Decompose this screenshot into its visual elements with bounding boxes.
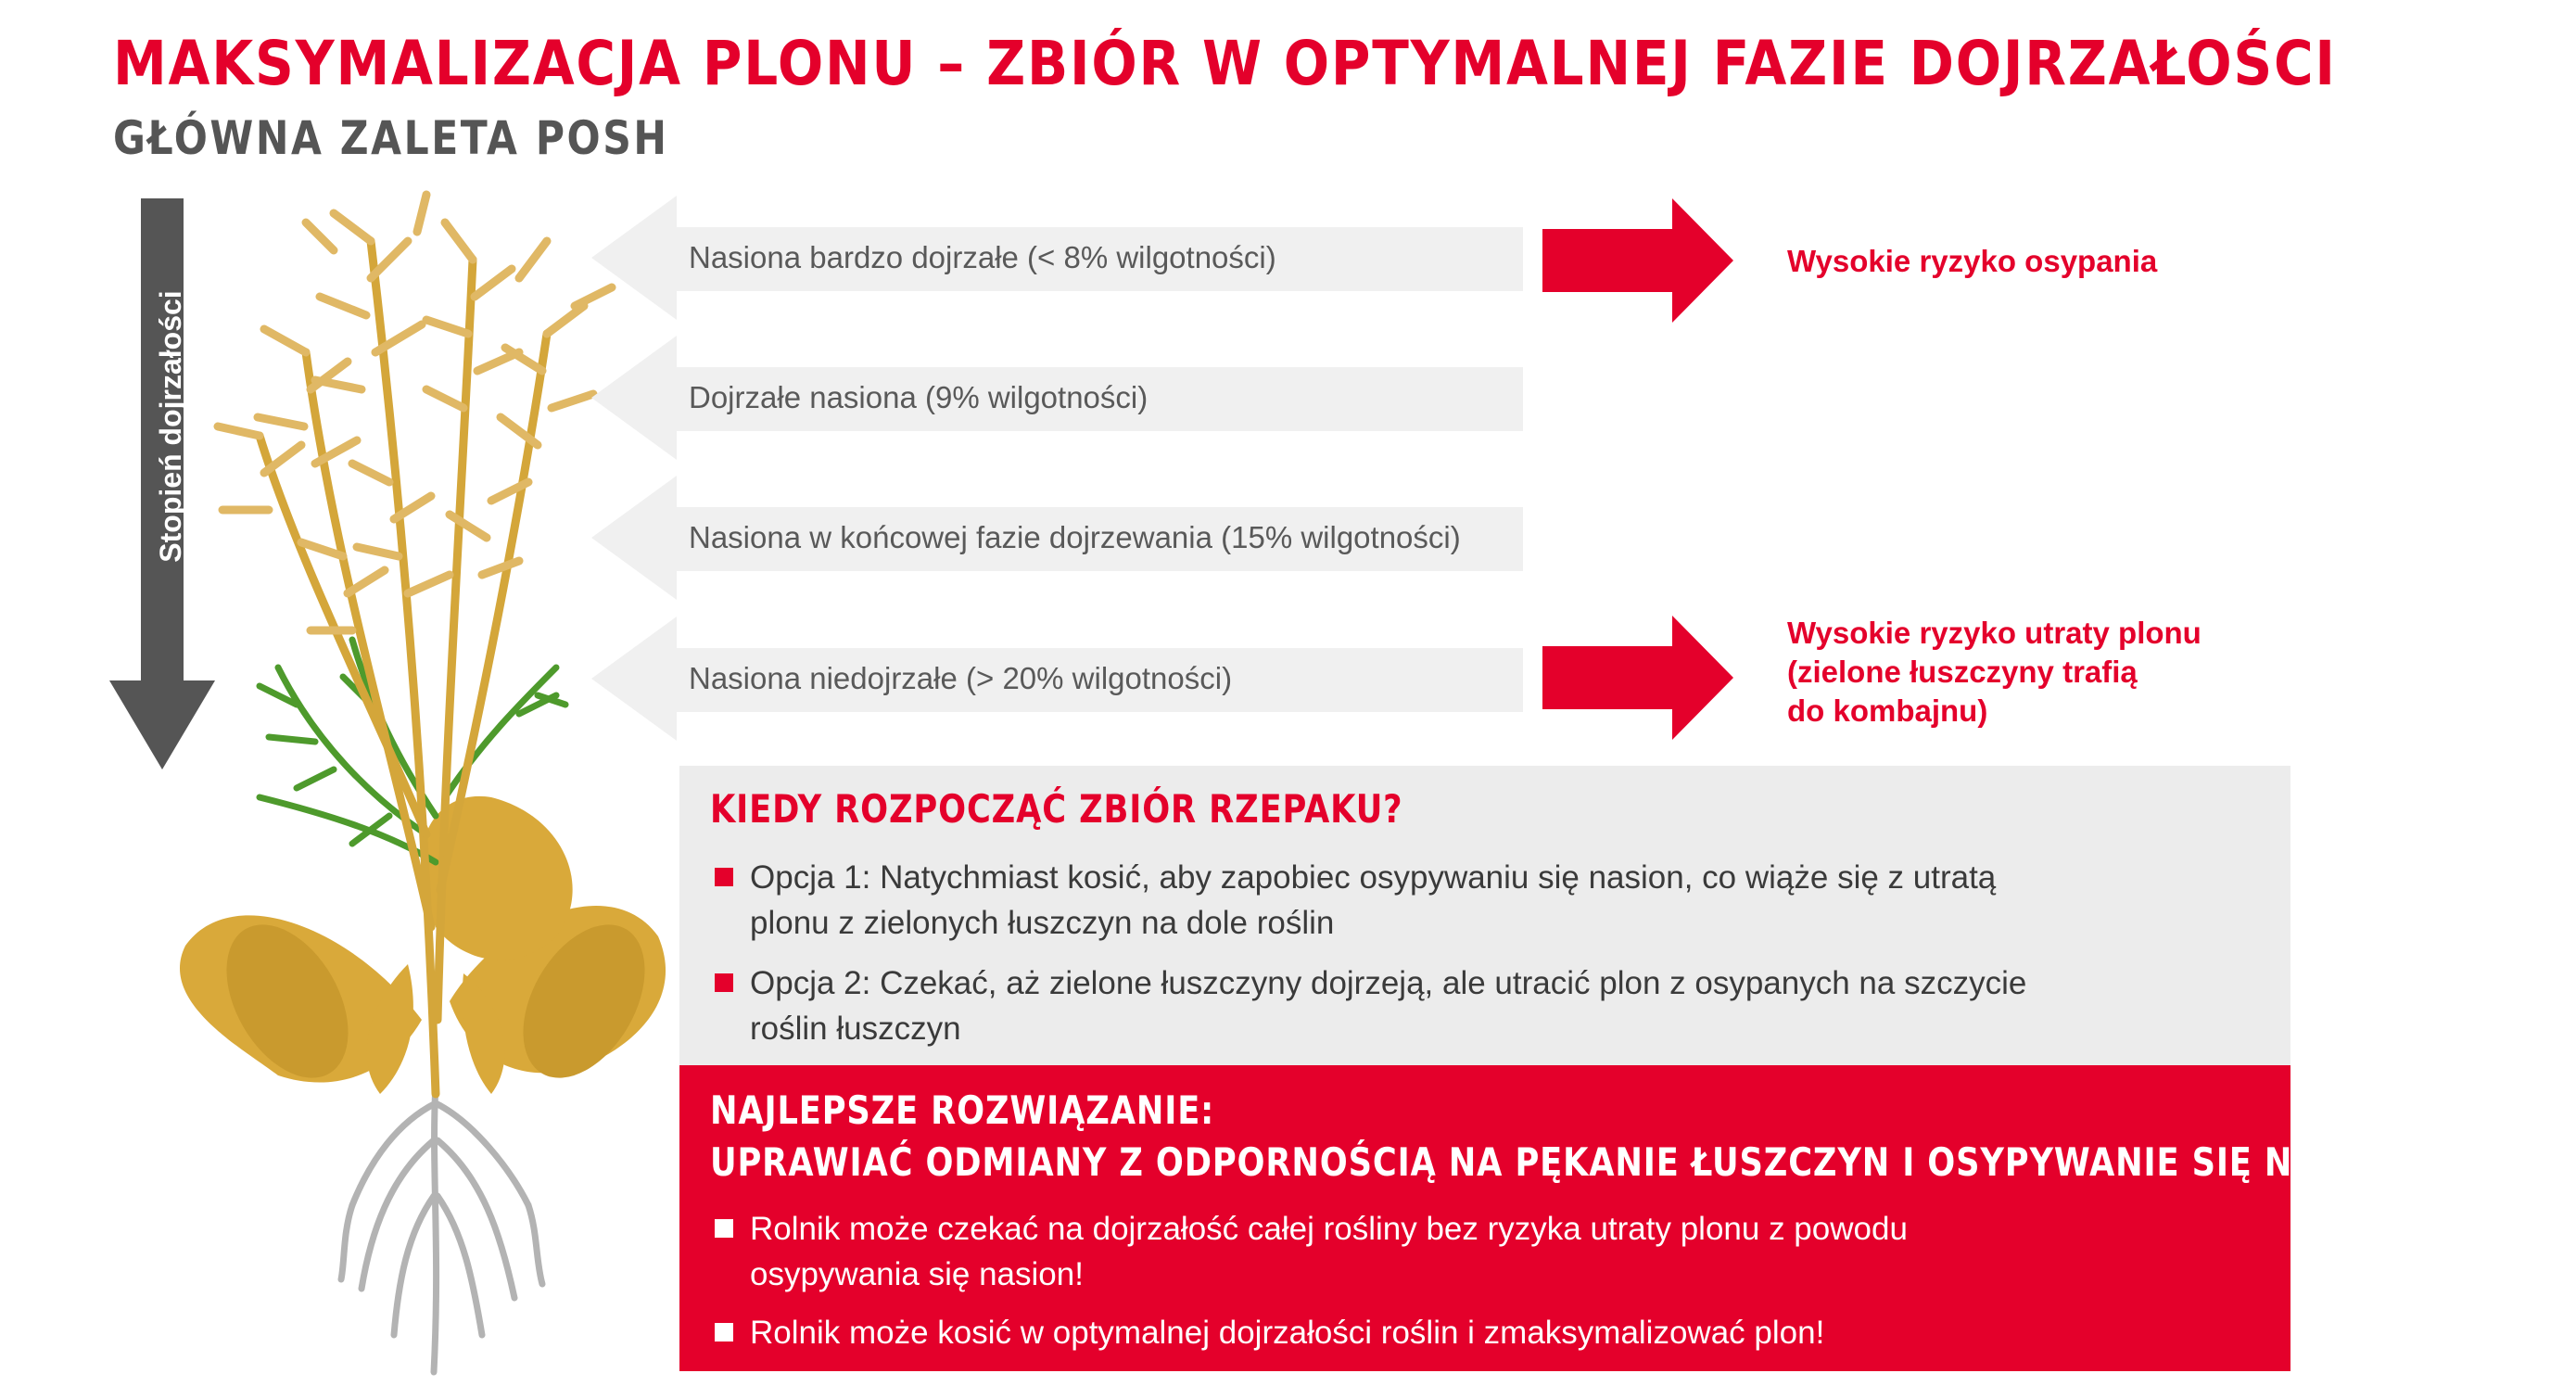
bullet-square-icon [715, 868, 733, 886]
stage-label-very-mature: Nasiona bardzo dojrzałe (< 8% wilgotności) [689, 240, 1276, 274]
benefit-1-item: Rolnik może czekać na dojrzałość całej rośliny bez ryzyka utraty plonu z powodu osypywania się nasion! [715, 1206, 2272, 1297]
page-title: MAKSYMALIZACJA PLONU – ZBIÓR W OPTYMALNEJ FAZIE DOJRZAŁOŚCI [113, 28, 2337, 99]
plant-roots [341, 1085, 542, 1372]
best-solution-box [679, 1065, 2576, 1371]
benefit-2-item: Rolnik może kosić w optymalnej dojrzałości roślin i zmaksymalizować plon! [715, 1310, 2272, 1355]
maturity-axis-label: Stopień dojrzałości [154, 290, 187, 563]
bullet-square-icon [715, 1323, 733, 1341]
bullet-square-icon [715, 1219, 733, 1238]
plant-seed-pods [218, 195, 612, 630]
bullet-square-icon [715, 973, 733, 992]
yield-loss-risk-arrow [1542, 616, 1733, 740]
yield-loss-risk-text: Wysokie ryzyko utraty plonu (zielone łuszczyny trafią do kombajnu) [1787, 616, 2202, 728]
stage-label-immature: Nasiona niedojrzałe (> 20% wilgotności) [689, 661, 1233, 695]
stage-label-mature: Dojrzałe nasiona (9% wilgotności) [689, 380, 1148, 414]
stage-label-final-maturation: Nasiona w końcowej fazie dojrzewania (15% wilgotności) [689, 520, 1461, 554]
best-solution-heading: NAJLEPSZE ROZWIĄZANIE: [710, 1087, 1215, 1133]
option-1-item: Opcja 1: Natychmiast kosić, aby zapobiec osypywaniu się nasion, co wiąże się z utratą plonu z zielonych łuszczyn na dole roślin [715, 855, 2272, 946]
page-subtitle: GŁÓWNA ZALETA POSH [113, 111, 669, 165]
when-to-harvest-heading: KIEDY ROZPOCZĄĆ ZBIÓR RZEPAKU? [710, 786, 1403, 832]
shatter-risk-arrow [1542, 198, 1733, 323]
when-to-harvest-box [679, 766, 2290, 1065]
posh-recommendation-heading: UPRAWIAĆ ODMIANY Z ODPORNOŚCIĄ NA PĘKANIE ŁUSZCZYN I OSYPYWANIE SIĘ NASION (POSH): [710, 1139, 2576, 1185]
shatter-risk-text: Wysokie ryzyko osypania [1787, 244, 2158, 278]
option-2-item: Opcja 2: Czekać, aż zielone łuszczyny dojrzeją, ale utracić plon z osypanych na szczycie roślin łuszczyn [715, 960, 2272, 1051]
